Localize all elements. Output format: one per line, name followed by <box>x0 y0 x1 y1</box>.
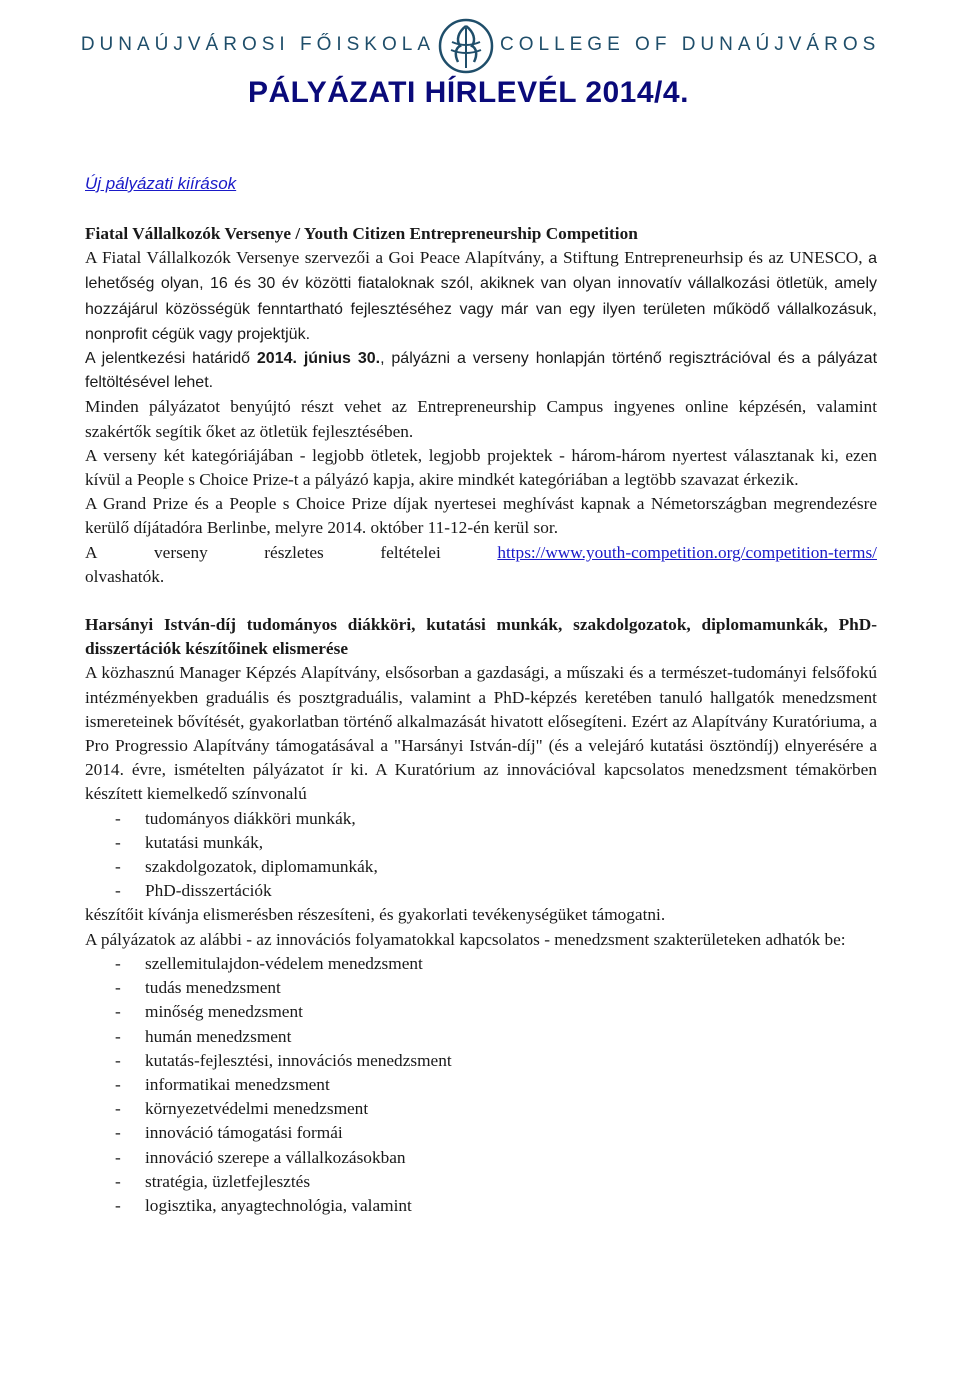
youth-categories-paragraph: A verseny két kategóriájában - legjobb ötletek, legjobb projektek - három-három nyertest választanak ki, ezen kívül a People s Choice Prize-t a pályázó kapja, akire mindkét kategóriában a legtöbb szavazat érkezik. <box>85 445 877 490</box>
list-item: - humán menedzsment <box>115 1025 877 1049</box>
youth-intro-serif: A Fiatal Vállalkozók Versenye szervezői a Goi Peace Alapítvány, a Stiftung Entrepreneurhsip és az UNESCO, <box>85 248 863 268</box>
terms-word: verseny <box>154 542 208 562</box>
list-item: - innováció szerepe a vállalkozásokban <box>115 1146 877 1170</box>
page-header <box>0 18 960 78</box>
youth-competition-heading: Fiatal Vállalkozók Versenye / Youth Citizen Entrepreneurship Competition <box>85 224 638 243</box>
deadline-date: 2014. június 30. <box>256 350 381 368</box>
list-item: - minőség menedzsment <box>115 1000 877 1024</box>
list-item: - kutatási munkák, <box>115 831 877 855</box>
main-content <box>85 222 877 1218</box>
section-spacer <box>85 589 877 613</box>
list-item: - PhD-disszertációk <box>115 879 877 903</box>
youth-prizes-paragraph: A Grand Prize és a People s Choice Prize díjak nyertesei meghívást kapnak a Németországban megrendezésre kerülő díjátadóra Berlinbe, melyre 2014. október 11-12-én kerül sor. <box>85 494 877 538</box>
list-item: - környezetvédelmi menedzsment <box>115 1097 877 1121</box>
competition-terms-link[interactable]: https://www.youth-competition.org/competition-terms/ <box>497 542 877 562</box>
harsanyi-recognition-paragraph: készítőit kívánja elismerésben részesíteni, és gyakorlati tevékenységüket támogatni. <box>85 905 666 925</box>
youth-terms-suffix: olvashatók. <box>85 566 165 586</box>
list-item: - stratégia, üzletfejlesztés <box>115 1170 877 1194</box>
youth-campus-paragraph: Minden pályázatot benyújtó részt vehet az Entrepreneurship Campus ingyenes online képzésén, valamint szakértők segítik őket az ötletük fejlesztésében. <box>85 397 877 441</box>
institution-name-en: COLLEGE OF DUNAÚJVÁROS <box>500 34 881 55</box>
deadline-suffix: , pályázni a verseny honlapján történő regisztrációval és a pályázat feltöltésével lehet. <box>85 350 878 392</box>
list-item: - tudás menedzsment <box>115 976 877 1000</box>
harsanyi-areas-list <box>85 952 877 1218</box>
youth-intro-paragraph <box>85 246 877 347</box>
harsanyi-intro-paragraph: A közhasznú Manager Képzés Alapítvány, elsősorban a gazdasági, a műszaki és a természet-tudományi felsőfokú intézményekben graduális és posztgraduális, valamint a PhD-képzés keretében tanuló hallgatók menedzsment ismereteinek bővítését, gyakorlatban történő alkalmazását hivatott elősegíteni. Ezért az Alapítvány Kuratóriuma, a Pro Progressio Alapítvány támogatásával a "Harsányi István-díj" (és a velejáró kutatási ösztöndíj) elnyerésére a 2014. évre, ismételten pályázatot ír ki. A Kuratórium az innovációval kapcsolatos menedzsment témakörben készített kiemelkedő színvonalú <box>85 663 877 804</box>
deadline-prefix: A jelentkezési határidő <box>85 350 257 368</box>
college-logo-icon <box>438 18 494 74</box>
youth-intro-sans: a lehetőség olyan, 16 és 30 év közötti fiataloknak szól, akiknek van olyan innovatív vállalkozási ötletük, amely hozzájárul közösségük fenntartható fejlesztéséhez vagy már van egy ilyen területen működő vállalkozásuk, nonprofit cégük vagy projektjük. <box>85 250 877 343</box>
list-item: - szellemitulajdon-védelem menedzsment <box>115 952 877 976</box>
list-item: - kutatás-fejlesztési, innovációs menedzsment <box>115 1049 877 1073</box>
harsanyi-heading: Harsányi István-díj tudományos diákköri, kutatási munkák, szakdolgozatok, diplomamunkák, PhD-disszertációk készítőinek elismerése <box>85 615 877 659</box>
institution-name-hu: DUNAÚJVÁROSI FŐISKOLA <box>80 34 435 55</box>
terms-word: részletes <box>264 542 324 562</box>
harsanyi-areas-intro: A pályázatok az alábbi - az innovációs folyamatokkal kapcsolatos - menedzsment szakterületeken adhatók be: <box>85 929 846 949</box>
harsanyi-works-list <box>85 807 877 904</box>
youth-terms-line <box>85 541 877 565</box>
page-title: PÁLYÁZATI HÍRLEVÉL 2014/4. <box>248 76 689 109</box>
list-item: - informatikai menedzsment <box>115 1073 877 1097</box>
terms-word: feltételei <box>380 542 441 562</box>
youth-deadline-paragraph <box>85 347 877 395</box>
list-item: - tudományos diákköri munkák, <box>115 807 877 831</box>
new-calls-link[interactable]: Új pályázati kiírások <box>85 174 237 193</box>
terms-word: A <box>85 542 98 562</box>
list-item: - logisztika, anyagtechnológia, valamint <box>115 1194 877 1218</box>
list-item: - szakdolgozatok, diplomamunkák, <box>115 855 877 879</box>
list-item: - innováció támogatási formái <box>115 1121 877 1145</box>
